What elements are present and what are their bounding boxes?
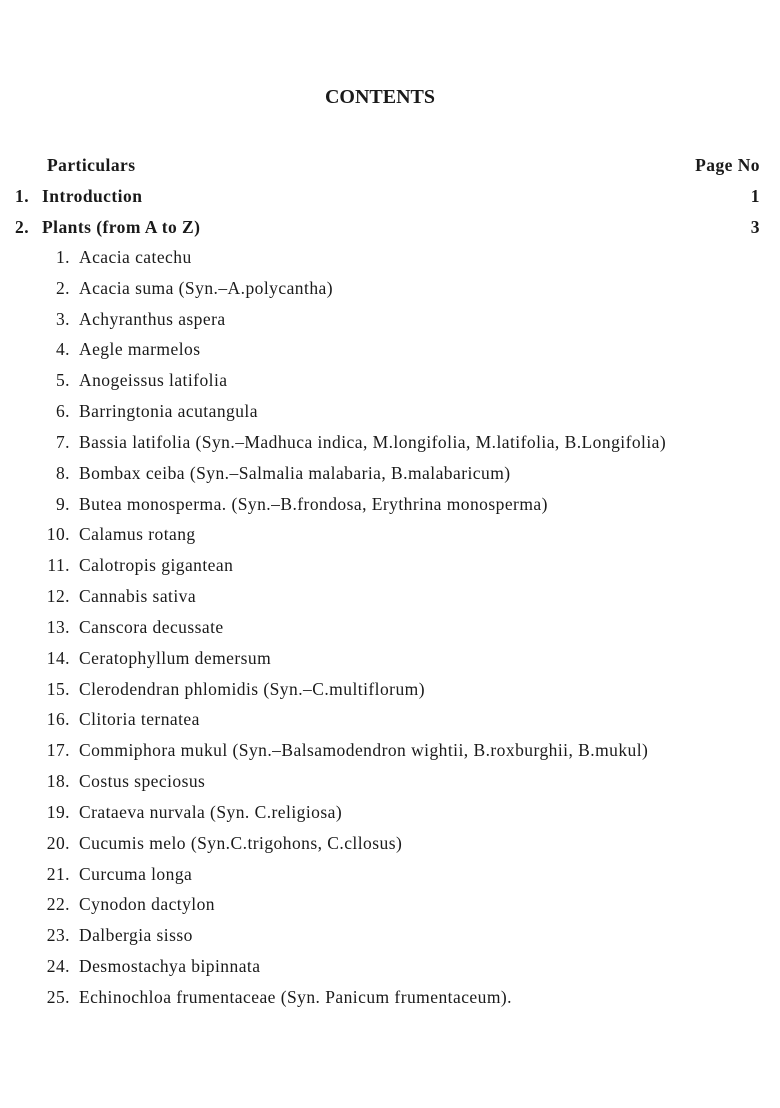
plant-name: Acacia catechu bbox=[79, 247, 192, 267]
plant-number: 9. bbox=[55, 493, 70, 514]
section-title: Introduction bbox=[42, 186, 143, 206]
plant-entry bbox=[0, 307, 780, 331]
plant-entry bbox=[0, 707, 780, 731]
plant-name: Anogeissus latifolia bbox=[79, 370, 228, 391]
plant-number: 3. bbox=[55, 308, 70, 329]
plant-entry bbox=[0, 646, 780, 670]
plant-number: 15. bbox=[46, 678, 70, 699]
plant-name: Desmostachya bipinnata bbox=[79, 956, 261, 977]
page-no-heading: Page No bbox=[695, 155, 760, 175]
plant-entry bbox=[0, 368, 780, 392]
plant-name: Clerodendran phlomidis (Syn.–C.multiflorum) bbox=[79, 678, 425, 699]
plant-name: Aegle marmelos bbox=[79, 339, 201, 360]
plant-entry bbox=[0, 522, 780, 546]
plant-number: 13. bbox=[46, 616, 70, 637]
plant-entry bbox=[0, 615, 780, 639]
section-entry bbox=[0, 184, 780, 208]
section-entry bbox=[0, 215, 780, 239]
plant-number: 24. bbox=[46, 956, 70, 977]
plant-entry bbox=[0, 985, 780, 1009]
plant-number: 19. bbox=[46, 801, 70, 822]
plant-entry bbox=[0, 461, 780, 485]
plant-entry bbox=[0, 677, 780, 701]
section-page: 1 bbox=[750, 186, 760, 206]
plant-name: Echinochloa frumentaceae (Syn. Panicum frumentaceum). bbox=[79, 986, 512, 1007]
plant-name: Costus speciosus bbox=[79, 771, 206, 792]
plant-name: Bassia latifolia (Syn.–Madhuca indica, M.longifolia, M.latifolia, B.Longifolia) bbox=[79, 431, 667, 452]
plant-entry bbox=[0, 892, 780, 916]
particulars-heading: Particulars bbox=[47, 155, 136, 175]
plant-entry bbox=[0, 553, 780, 577]
plant-number: 5. bbox=[55, 370, 70, 391]
plant-name: Clitoria ternatea bbox=[79, 709, 200, 730]
plant-name: Bombax ceiba (Syn.–Salmalia malabaria, B.malabaricum) bbox=[79, 462, 511, 483]
plant-number: 7. bbox=[55, 431, 70, 452]
plant-name: Achyranthus aspera bbox=[79, 308, 226, 329]
plant-name: Canscora decussate bbox=[79, 616, 224, 637]
plant-name: Butea monosperma. (Syn.–B.frondosa, Erythrina monosperma) bbox=[79, 493, 548, 514]
plant-number: 14. bbox=[46, 647, 70, 668]
section-number: 2. bbox=[15, 216, 30, 237]
plant-name: Calotropis gigantean bbox=[79, 555, 234, 576]
section-title: Plants (from A to Z) bbox=[42, 216, 201, 237]
plant-number: 11. bbox=[47, 555, 70, 576]
plant-entry bbox=[0, 862, 780, 886]
plant-entry bbox=[0, 245, 780, 269]
section-page: 3 bbox=[750, 216, 760, 237]
plant-name: Curcuma longa bbox=[79, 863, 193, 884]
plant-number: 20. bbox=[46, 832, 70, 853]
section-number: 1. bbox=[15, 186, 30, 206]
plant-entry bbox=[0, 923, 780, 947]
plant-number: 21. bbox=[46, 863, 70, 884]
plant-number: 12. bbox=[46, 586, 70, 607]
plant-name: Acacia suma (Syn.–A.polycantha) bbox=[79, 277, 334, 298]
contents-header bbox=[0, 153, 780, 177]
plant-number: 25. bbox=[46, 986, 70, 1007]
plant-entry bbox=[0, 738, 780, 762]
plant-number: 17. bbox=[46, 740, 70, 761]
plant-name: Calamus rotang bbox=[79, 524, 196, 545]
plant-number: 4. bbox=[55, 339, 70, 360]
plant-number: 22. bbox=[46, 894, 70, 915]
plant-entry bbox=[0, 800, 780, 824]
plant-name: Cannabis sativa bbox=[79, 586, 197, 607]
plant-entry bbox=[0, 831, 780, 855]
plant-name: Crataeva nurvala (Syn. C.religiosa) bbox=[79, 801, 343, 822]
plant-entry bbox=[0, 492, 780, 516]
plant-name: Commiphora mukul (Syn.–Balsamodendron wightii, B.roxburghii, B.mukul) bbox=[79, 740, 649, 761]
plant-number: 18. bbox=[46, 771, 70, 792]
plant-number: 1. bbox=[55, 247, 70, 267]
page-title: CONTENTS bbox=[324, 86, 436, 108]
plant-entry bbox=[0, 276, 780, 300]
plant-entry bbox=[0, 337, 780, 361]
plant-entry bbox=[0, 399, 780, 423]
plant-name: Ceratophyllum demersum bbox=[79, 647, 272, 668]
plant-number: 2. bbox=[55, 277, 70, 298]
plant-name: Cucumis melo (Syn.C.trigohons, C.cllosus) bbox=[79, 832, 403, 853]
plant-entry bbox=[0, 430, 780, 454]
plant-name: Dalbergia sisso bbox=[79, 925, 193, 946]
plant-entry bbox=[0, 584, 780, 608]
plant-number: 6. bbox=[55, 401, 70, 422]
plant-number: 16. bbox=[46, 709, 70, 730]
plant-entry bbox=[0, 769, 780, 793]
plant-entry bbox=[0, 954, 780, 978]
plant-number: 8. bbox=[55, 462, 70, 483]
plant-name: Cynodon dactylon bbox=[79, 894, 216, 915]
plant-number: 23. bbox=[46, 925, 70, 946]
plant-number: 10. bbox=[46, 524, 70, 545]
plant-name: Barringtonia acutangula bbox=[79, 401, 258, 422]
